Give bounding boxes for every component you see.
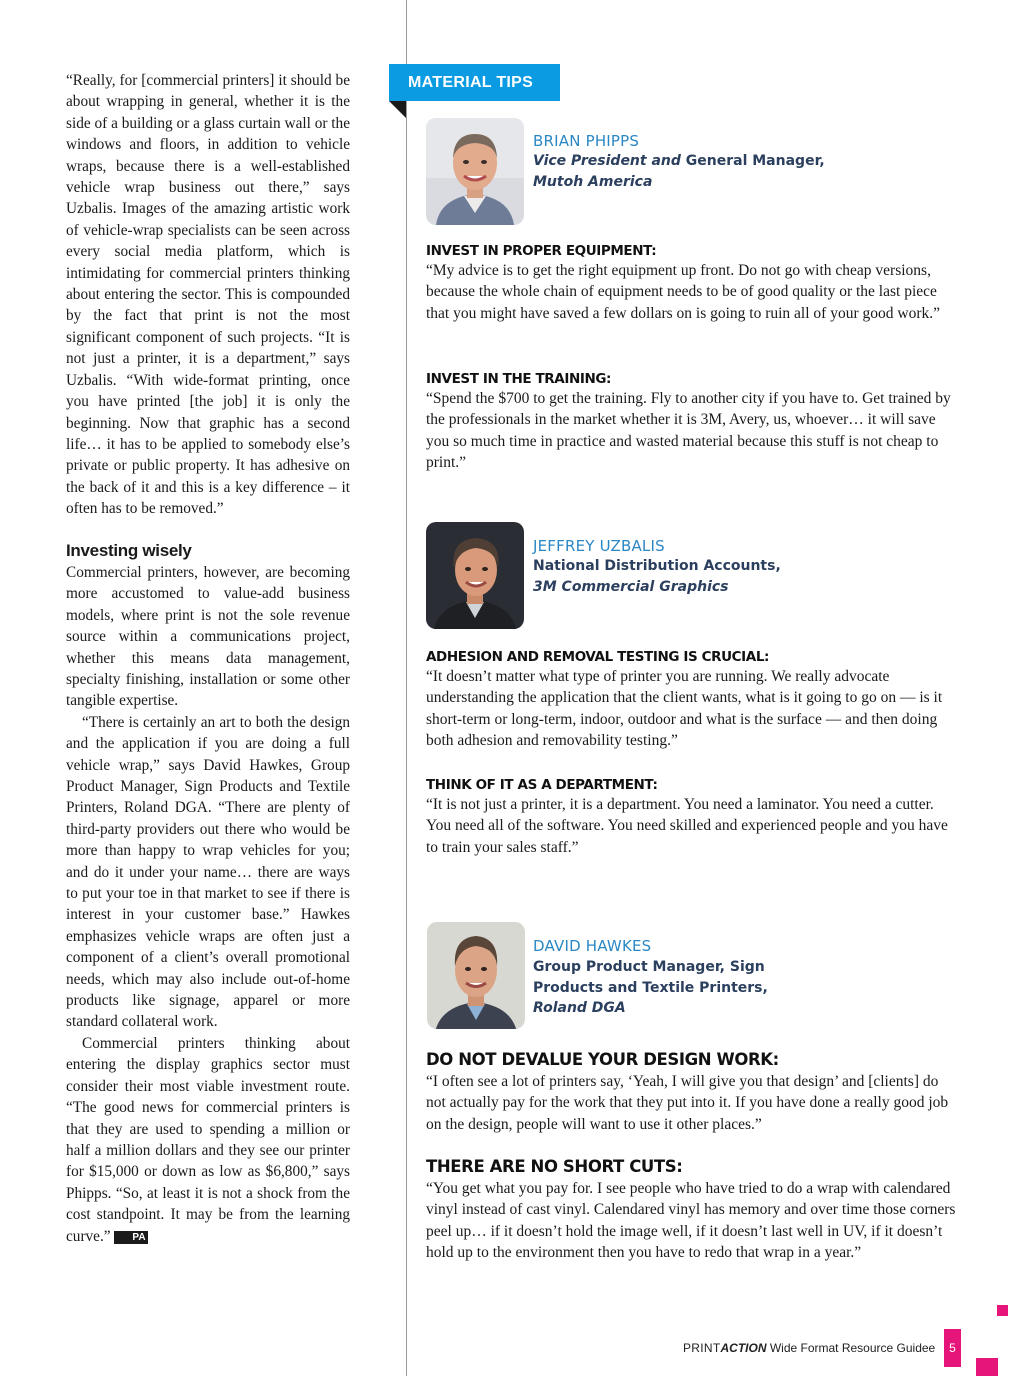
tip-text: “I often see a lot of printers say, ‘Yeah, I will give you that design’ and [clients] do not actually pay for the work that they put into it. If you have done a really good job on the design, people will want to use it other places.”	[426, 1073, 949, 1133]
tip-block	[426, 1049, 961, 1135]
tip-heading: THINK OF IT AS A DEPARTMENT:	[426, 777, 658, 793]
tip-text: “My advice is to get the right equipment up front. Do not go with cheap versions, because the whole chain of equipment needs to be of good quality or the last piece that you might have saved a few dollars on is going to ruin all of your good work.”	[426, 262, 940, 322]
profile-company: Mutoh America	[533, 173, 653, 190]
profile-title-text: General Manager,	[680, 153, 825, 169]
footer-publication	[683, 1341, 935, 1355]
material-tips-tag: MATERIAL TIPS	[389, 64, 560, 101]
tip-text: “You get what you pay for. I see people who have tried to do a wrap with calendared vinyl instead of cast vinyl. Calendared vinyl has memory and over time those corners peel up… if it doesn’t hold the image well, if it doesn’t last well in UV, if it doesn’t hold up to the environment then you have to redo that wrap in a year.”	[426, 1180, 956, 1262]
portrait-david-hawkes	[427, 922, 525, 1029]
profile-title	[533, 556, 781, 597]
profile-name: DAVID HAWKES	[533, 937, 652, 955]
profile-title	[533, 957, 768, 1019]
profile-title-italic: Vice President and	[533, 153, 681, 169]
tip-heading: INVEST IN THE TRAINING:	[426, 371, 612, 387]
footer-guide-title: Wide Format Resource Guidee	[766, 1341, 936, 1355]
tip-text: “It doesn’t matter what type of printer you are running. We really advocate understanding the application that the client wants, what is it going to go on — is it short-term or long-term, indoor, outdoor and what is the surface — and then doing both adhesion and removability testing.”	[426, 668, 943, 750]
tip-block	[426, 242, 961, 324]
tip-text: “It is not just a printer, it is a department. You need a laminator. You need a cutter. You need all of the software. You need skilled and experienced people and you have to train your sales staff.”	[426, 796, 948, 856]
tip-heading: THERE ARE NO SHORT CUTS:	[426, 1157, 683, 1176]
article-paragraph: Commercial printers, however, are becoming more accustomed to value-add business models, where print is not the sole revenue source within a communications project, whether this means data management, specialty finishing, installation or some other tangible expertise.	[66, 563, 350, 710]
decorative-square	[976, 1358, 998, 1376]
tip-heading: ADHESION AND REMOVAL TESTING IS CRUCIAL:	[426, 649, 770, 665]
profile-company: Roland DGA	[533, 1000, 626, 1016]
section-heading: Investing wisely	[66, 540, 192, 560]
tip-heading: DO NOT DEVALUE YOUR DESIGN WORK:	[426, 1050, 779, 1069]
article-paragraph-text: Commercial printers thinking about entering the display graphics sector must consider their most viable investment route. “The good news for commercial printers is that they are used to spending a million or half a million dollars and they see our printer for $15,000 or down as low as $6,800,” says Phipps. “So, at least it is not a shock from the cost standpoint. It may be from the learning curve.”	[66, 1034, 350, 1245]
tip-block	[426, 370, 961, 474]
end-mark-logo: PA	[114, 1231, 147, 1244]
profile-title-line: National Distribution Accounts,	[533, 558, 781, 574]
profile-company: 3M Commercial Graphics	[533, 578, 729, 595]
tag-fold-triangle	[389, 101, 406, 118]
article-paragraph-final	[66, 1033, 350, 1247]
profile-title-line: Products and Textile Printers,	[533, 979, 768, 996]
footer-brand-action: ACTION	[720, 1341, 767, 1355]
profile-title	[533, 151, 825, 192]
tip-heading: INVEST IN PROPER EQUIPMENT:	[426, 243, 657, 259]
decorative-square	[997, 1305, 1008, 1316]
profile-title-line	[533, 151, 825, 172]
profile-name: JEFFREY UZBALIS	[533, 537, 665, 555]
portrait-jeffrey-uzbalis	[426, 522, 524, 629]
tip-text: “Spend the $700 to get the training. Fly to another city if you have to. Get trained by the professionals in the market whether it is 3M, Avery, us, whoever… it will save you so much time in practice and wasted material because this stuff is not cheap to print.”	[426, 390, 951, 472]
profile-title-line: Group Product Manager, Sign	[533, 959, 765, 975]
tip-block	[426, 776, 961, 858]
profile-name: BRIAN PHIPPS	[533, 132, 640, 150]
article-left-column	[66, 70, 350, 1247]
article-paragraph: “There is certainly an art to both the design and the application if you are doing a full vehicle wrap,” says David Hawkes, Group Product Manager, Sign Products and Textile Printers, Roland DGA. “There are plenty of third-party providers out there who would be more than happy to wrap vehicles for you; and do it under your name… there are ways to put your toe in that market to see if there is interest in your customer base.” Hawkes emphasizes vehicle wraps are often just a component of a client’s overall promotional needs, which may also include out-of-home products like signage, apparel or more standard collateral work.	[66, 713, 350, 1031]
article-paragraph-intro: “Really, for [commercial printers] it should be about wrapping in general, whether it is the side of a building or a glass curtain wall or the windows and floors, in addition to vehicle wraps, because there is a well-established vehicle wrap business out there,” says Uzbalis. Images of the amazing artistic work of vehicle-wrap specialists can be seen across every social media platform, which is intimidating for commercial printers thinking about entering the sector. This is compounded by the fact that print is not the most significant component of such projects. “It is not just a printer, it is a department,” says Uzbalis. “With wide-format printing, once you have printed [the job] it is only the beginning. Now that graphic has a second life… it has to be applied to somebody else’s private or public property. It has adhesive on the back of it and this is a key difference – it often has to be removed.”	[66, 72, 350, 518]
footer-brand-print: PRINT	[683, 1341, 721, 1355]
page-number: 5	[944, 1329, 961, 1367]
tip-block	[426, 648, 961, 752]
portrait-brian-phipps	[426, 118, 524, 225]
column-divider	[406, 0, 407, 1376]
tip-block	[426, 1156, 961, 1264]
